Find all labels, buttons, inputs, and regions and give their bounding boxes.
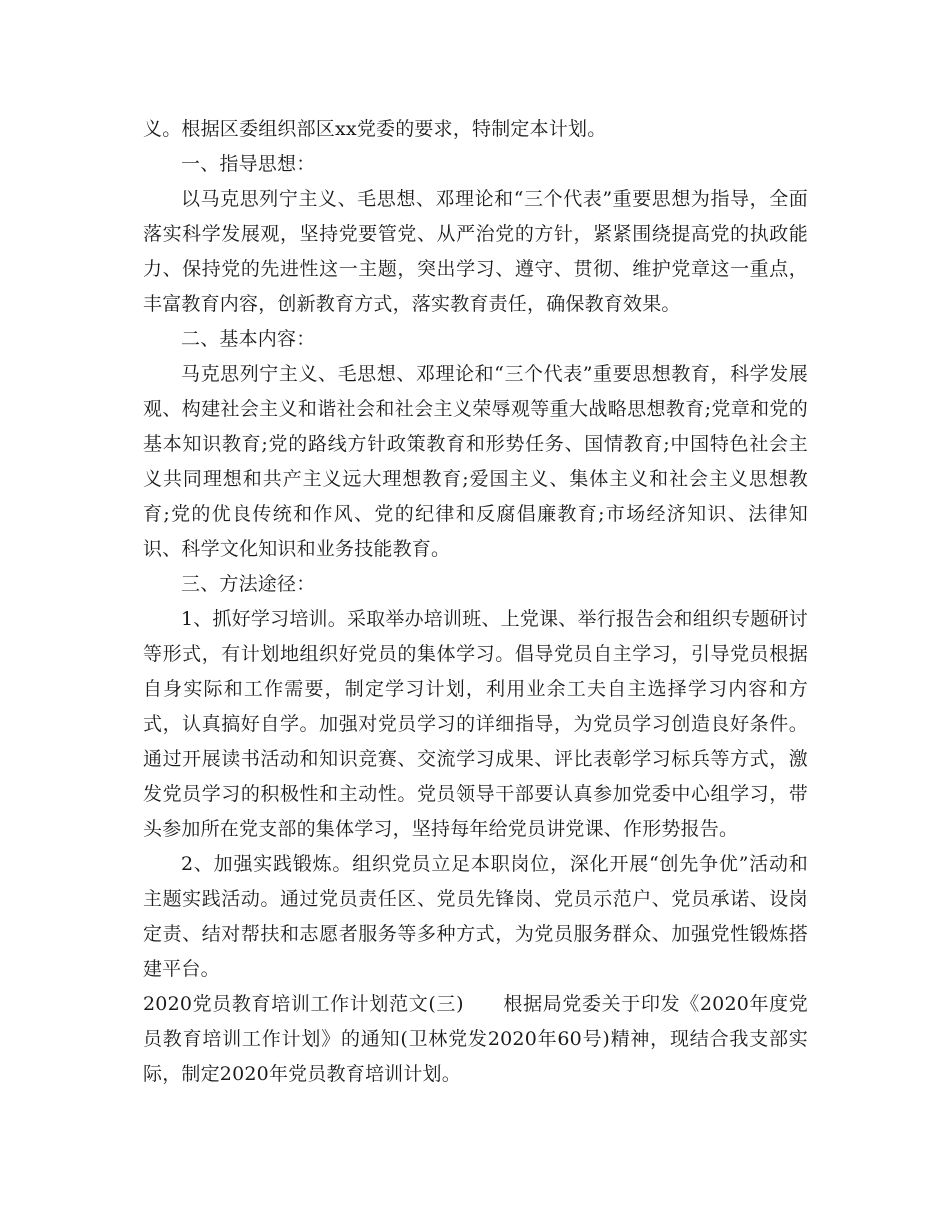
paragraph-method-2: 2、加强实践锻炼。组织党员立足本职岗位，深化开展“创先争优”活动和主题实践活动。通过党员责任区、党员先锋岗、党员示范户、党员承诺、设岗定责、结对帮扶和志愿者服务等多种方式，为党员服务群众、加强党性锻炼搭建平台。 <box>143 853 808 980</box>
section-heading-basic-content: 二、基本内容： <box>181 328 316 350</box>
paragraph-basic-content: 马克思列宁主义、毛思想、邓理论和“三个代表”重要思想教育，科学发展观、构建社会主义和谐社会和社会主义荣辱观等重大战略思想教育;党章和党的基本知识教育;党的路线方针政策教育和形势任务、国情教育;中国特色社会主义共同理想和共产主义远大理想教育;爱国主义、集体主义和社会主义思想教育;党的优良传统和作风、党的纪律和反腐倡廉教育;市场经济知识、法律知识、科学文化知识和业务技能教育。 <box>143 363 808 560</box>
document-body <box>143 112 808 1092</box>
section-heading-guiding-thought: 一、指导思想： <box>181 153 316 175</box>
paragraph-intro-continuation: 义。根据区委组织部区xx党委的要求，特制定本计划。 <box>143 118 607 140</box>
paragraph-method-1: 1、抓好学习培训。采取举办培训班、上党课、举行报告会和组织专题研讨等形式，有计划地组织好党员的集体学习。倡导党员自主学习，引导党员根据自身实际和工作需要，制定学习计划，利用业余工夫自主选择学习内容和方式，认真搞好自学。加强对党员学习的详细指导，为党员学习创造良好条件。通过开展读书活动和知识竞赛、交流学习成果、评比表彰学习标兵等方式，激发党员学习的积极性和主动性。党员领导干部要认真参加党委中心组学习，带头参加所在党支部的集体学习，坚持每年给党员讲党课、作形势报告。 <box>143 608 808 840</box>
paragraph-sample-3-intro: 2020党员教育培训工作计划范文(三) 根据局党委关于印发《2020年度党员教育培训工作计划》的通知(卫林党发2020年60号)精神，现结合我支部实际，制定2020年党员教育培训计划。 <box>143 993 808 1085</box>
section-heading-methods: 三、方法途径： <box>181 573 316 595</box>
paragraph-guiding-thought: 以马克思列宁主义、毛思想、邓理论和“三个代表”重要思想为指导，全面落实科学发展观，坚持党要管党、从严治党的方针，紧紧围绕提高党的执政能力、保持党的先进性这一主题，突出学习、遵守、贯彻、维护党章这一重点，丰富教育内容，创新教育方式，落实教育责任，确保教育效果。 <box>143 188 808 315</box>
